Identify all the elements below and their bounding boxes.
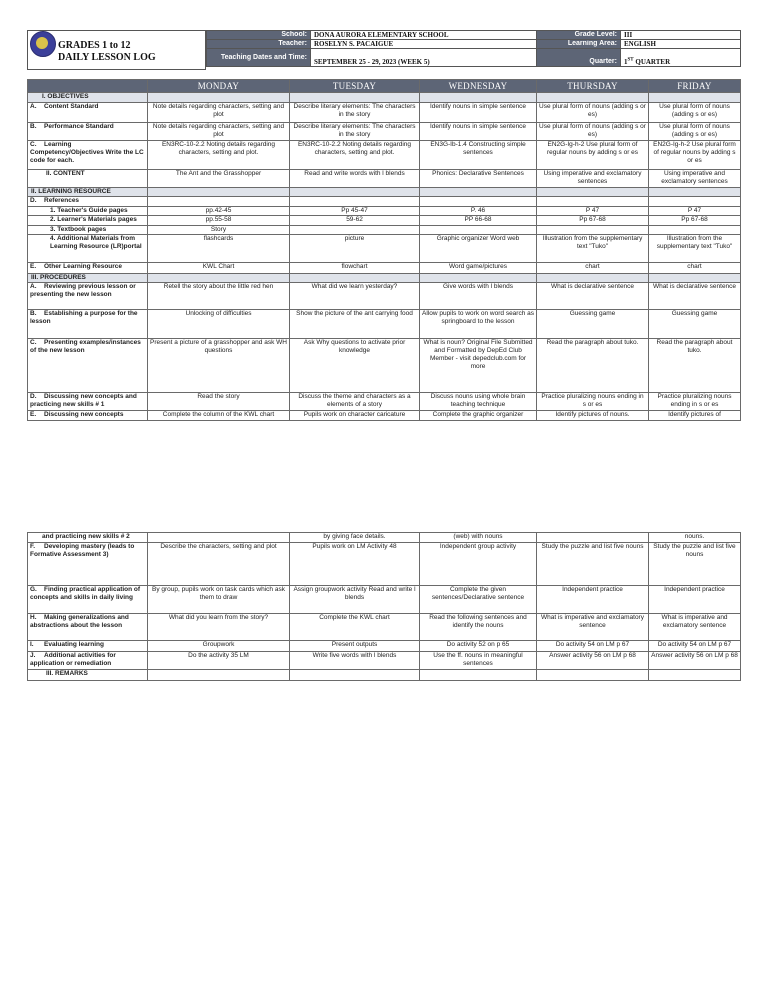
- area-label: Learning Area:: [537, 40, 621, 49]
- table-cell: Pp 67-68: [537, 216, 649, 226]
- row-letter: E.: [30, 411, 37, 418]
- table-cell: [649, 226, 741, 235]
- row-label-text: Reviewing previous lesson or presenting the new lesson: [30, 283, 136, 298]
- row-label: [28, 263, 148, 274]
- row-label-text: II. CONTENT: [46, 170, 85, 177]
- row-label: [28, 274, 148, 283]
- table-cell: What did you learn from the story?: [148, 614, 290, 641]
- table-cell: Allow pupils to work on word search as springboard to the lesson: [420, 310, 537, 339]
- table-cell: [649, 93, 741, 103]
- table-cell: [420, 197, 537, 207]
- table-cell: [649, 188, 741, 197]
- table-cell: Practice pluralizing nouns ending in s or es: [537, 393, 649, 411]
- table-cell: Present a picture of a grasshopper and ask WH questions: [148, 339, 290, 393]
- row-label-text: Discussing new concepts and practicing new skills # 1: [30, 393, 137, 408]
- row-label: [28, 207, 148, 216]
- table-cell: Complete the KWL chart: [290, 614, 420, 641]
- brand-line-2: DAILY LESSON LOG: [58, 52, 156, 63]
- table-row: [28, 641, 741, 652]
- table-cell: [537, 274, 649, 283]
- table-cell: Groupwork: [148, 641, 290, 652]
- area-value: ENGLISH: [621, 40, 741, 49]
- day-header-row: [28, 80, 741, 93]
- table-row: [28, 393, 741, 411]
- table-cell: Identify nouns in simple sentence: [420, 103, 537, 123]
- table-cell: Pupils work on character caricature: [290, 411, 420, 421]
- table-cell: Complete the column of the KWL chart: [148, 411, 290, 421]
- table-row: [28, 170, 741, 188]
- table-row: [28, 197, 741, 207]
- brand-line-1: GRADES 1 to 12: [58, 40, 131, 51]
- row-letter: D.: [30, 393, 37, 400]
- table-cell: [148, 670, 290, 681]
- table-cell: Phonics: Declarative Sentences: [420, 170, 537, 188]
- table-cell: P. 46: [420, 207, 537, 216]
- table-cell: picture: [290, 235, 420, 263]
- table-cell: EN3RC-10-2.2 Noting details regarding characters, setting and plot.: [290, 141, 420, 170]
- table-cell: Guessing game: [537, 310, 649, 339]
- row-label-text: Evaluating learning: [44, 641, 104, 648]
- table-cell: flowchart: [290, 263, 420, 274]
- row-label: [28, 586, 148, 614]
- row-label: [28, 188, 148, 197]
- table-cell: Study the puzzle and list five nouns: [649, 543, 741, 586]
- table-cell: Pp 67-68: [649, 216, 741, 226]
- table-cell: Give words with l blends: [420, 283, 537, 310]
- table-cell: by giving face details.: [290, 533, 420, 543]
- table-row: [28, 614, 741, 641]
- table-cell: Guessing game: [649, 310, 741, 339]
- table-cell: Independent practice: [537, 586, 649, 614]
- table-cell: pp.55-58: [148, 216, 290, 226]
- row-label: [28, 226, 148, 235]
- day-header-friday: FRIDAY: [649, 80, 741, 93]
- table-cell: Word game/pictures: [420, 263, 537, 274]
- table-cell: Use plural form of nouns (adding s or es): [537, 123, 649, 141]
- table-cell: [537, 93, 649, 103]
- row-label-text: 2. Learner's Materials pages: [50, 216, 137, 223]
- table-cell: Present outputs: [290, 641, 420, 652]
- dates-value: SEPTEMBER 25 - 29, 2023 (WEEK 5): [311, 49, 537, 67]
- table-cell: [148, 533, 290, 543]
- dates-label: Teaching Dates and Time:: [207, 49, 311, 67]
- table-cell: Use plural form of nouns (adding s or es): [537, 103, 649, 123]
- row-letter: E.: [30, 263, 37, 270]
- row-label: [28, 93, 148, 103]
- row-label: [28, 614, 148, 641]
- row-label: [28, 123, 148, 141]
- table-cell: [649, 197, 741, 207]
- row-letter: B.: [30, 123, 37, 130]
- table-cell: EN2G-Ig-h-2 Use plural form of regular nouns by adding s or es: [649, 141, 741, 170]
- table-cell: [420, 226, 537, 235]
- row-letter: F.: [30, 543, 36, 550]
- row-label-text: 4. Additional Materials from Learning Resource (LR)portal: [50, 235, 142, 250]
- table-row: [28, 652, 741, 670]
- table-cell: Do activity 54 on LM p 67: [649, 641, 741, 652]
- row-label: [28, 393, 148, 411]
- table-cell: Use plural form of nouns (adding s or es): [649, 103, 741, 123]
- row-label-text: III. REMARKS: [46, 670, 88, 677]
- table-cell: [537, 670, 649, 681]
- table-cell: Pupils work on LM Activity 48: [290, 543, 420, 586]
- table-row: [28, 533, 741, 543]
- row-label-text: Other Learning Resource: [44, 263, 123, 270]
- table-cell: [290, 226, 420, 235]
- row-label: [28, 670, 148, 681]
- row-label-text: Making generalizations and abstractions about the lesson: [30, 614, 129, 629]
- table-row: [28, 411, 741, 421]
- table-cell: PP 66-68: [420, 216, 537, 226]
- table-row: [28, 141, 741, 170]
- lesson-table-part-1: [27, 79, 741, 421]
- table-cell: Show the picture of the ant carrying food: [290, 310, 420, 339]
- table-cell: What is imperative and exclamatory sentence: [649, 614, 741, 641]
- table-row: [28, 339, 741, 393]
- table-cell: [420, 274, 537, 283]
- table-cell: EN3G-Ib-1.4 Constructing simple sentences: [420, 141, 537, 170]
- row-label: [28, 141, 148, 170]
- grade-label: Grade Level:: [537, 31, 621, 40]
- table-cell: Do activity 52 on p 65: [420, 641, 537, 652]
- row-label: [28, 235, 148, 263]
- table-cell: What did we learn yesterday?: [290, 283, 420, 310]
- row-label-text: Performance Standard: [44, 123, 114, 130]
- quarter-value: [621, 49, 741, 67]
- row-label: [28, 411, 148, 421]
- table-cell: Illustration from the supplementary text "Tuko": [537, 235, 649, 263]
- table-cell: Read the paragraph about tuko.: [649, 339, 741, 393]
- table-cell: Do activity 54 on LM p 67: [537, 641, 649, 652]
- table-cell: Read the following sentences and identify the nouns: [420, 614, 537, 641]
- header-brand: [58, 40, 156, 64]
- row-label-text: Developing mastery (leads to Formative Assessment 3): [30, 543, 135, 558]
- table-row: [28, 310, 741, 339]
- row-label-text: III. PROCEDURES: [31, 274, 86, 281]
- day-header-wednesday: WEDNESDAY: [420, 80, 537, 93]
- table-cell: Assign groupwork activity Read and write l blends: [290, 586, 420, 614]
- school-value: DONA AURORA ELEMENTARY SCHOOL: [311, 31, 537, 40]
- table-cell: Answer activity 56 on LM p 68: [537, 652, 649, 670]
- table-cell: Study the puzzle and list five nouns: [537, 543, 649, 586]
- table-cell: Write five words with l blends: [290, 652, 420, 670]
- table-cell: Discuss the theme and characters as a elements of a story: [290, 393, 420, 411]
- header-info-table: [206, 30, 741, 67]
- table-cell: [290, 274, 420, 283]
- table-cell: What is noun? Original File Submitted and Formatted by DepEd Club Member - visit depedclub.com for more: [420, 339, 537, 393]
- table-cell: Retell the story about the little red hen: [148, 283, 290, 310]
- table-cell: Describe literary elements: The characters in the story: [290, 103, 420, 123]
- row-letter: A.: [30, 103, 37, 110]
- table-row: [28, 226, 741, 235]
- table-row: [28, 188, 741, 197]
- table-cell: [420, 93, 537, 103]
- table-cell: KWL Chart: [148, 263, 290, 274]
- table-cell: [420, 670, 537, 681]
- table-row: [28, 235, 741, 263]
- table-row: [28, 216, 741, 226]
- table-cell: pp.42-45: [148, 207, 290, 216]
- row-label-text: Presenting examples/instances of the new lesson: [30, 339, 141, 354]
- table-cell: Identify nouns in simple sentence: [420, 123, 537, 141]
- row-letter: C.: [30, 339, 37, 346]
- table-cell: Story: [148, 226, 290, 235]
- table-cell: [148, 274, 290, 283]
- table-cell: 59-62: [290, 216, 420, 226]
- table-cell: [537, 226, 649, 235]
- table-cell: EN2G-Ig-h-2 Use plural form of regular nouns by adding s or es: [537, 141, 649, 170]
- table-cell: Use plural form of nouns (adding s or es): [649, 123, 741, 141]
- table-cell: What is imperative and exclamatory sentence: [537, 614, 649, 641]
- table-row: [28, 283, 741, 310]
- day-header-monday: MONDAY: [148, 80, 290, 93]
- table-cell: [649, 670, 741, 681]
- table-cell: Note details regarding characters, setting and plot: [148, 103, 290, 123]
- quarter-sup: ST: [627, 57, 634, 63]
- table-row: [28, 207, 741, 216]
- table-cell: Read the story: [148, 393, 290, 411]
- deped-seal-icon: [30, 31, 56, 57]
- table-cell: flashcards: [148, 235, 290, 263]
- table-cell: [148, 93, 290, 103]
- lesson-table-part-2: [27, 532, 741, 681]
- table-cell: Using imperative and exclamatory sentences: [649, 170, 741, 188]
- row-label: [28, 310, 148, 339]
- table-cell: Read the paragraph about tuko.: [537, 339, 649, 393]
- table-cell: Using imperative and exclamatory sentences: [537, 170, 649, 188]
- quarter-label: Quarter:: [537, 49, 621, 67]
- table-cell: Practice pluralizing nouns ending in s or es: [649, 393, 741, 411]
- table-cell: Identify pictures of nouns.: [537, 411, 649, 421]
- row-letter: B.: [30, 310, 37, 317]
- row-label-text: 3. Textbook pages: [50, 226, 107, 233]
- grade-value: III: [621, 31, 741, 40]
- day-header-thursday: THURSDAY: [537, 80, 649, 93]
- table-row: [28, 123, 741, 141]
- table-cell: chart: [649, 263, 741, 274]
- row-label: [28, 283, 148, 310]
- row-label-text: Finding practical application of concepts and skills in daily living: [30, 586, 141, 601]
- row-label: [28, 170, 148, 188]
- row-label-text: I. OBJECTIVES: [42, 93, 89, 100]
- table-cell: P 47: [649, 207, 741, 216]
- table-cell: nouns.: [649, 533, 741, 543]
- table-cell: EN3RC-10-2.2 Noting details regarding characters, setting and plot.: [148, 141, 290, 170]
- table-row: [28, 263, 741, 274]
- table-row: [28, 670, 741, 681]
- table-cell: [290, 197, 420, 207]
- row-label: [28, 652, 148, 670]
- row-label-text: Discussing new concepts: [44, 411, 124, 418]
- table-cell: Discuss nouns using whole brain teaching technique: [420, 393, 537, 411]
- table-cell: [649, 274, 741, 283]
- day-header-tuesday: TUESDAY: [290, 80, 420, 93]
- table-cell: What is declarative sentence: [649, 283, 741, 310]
- table-cell: [148, 197, 290, 207]
- row-label: [28, 197, 148, 207]
- table-cell: [290, 670, 420, 681]
- quarter-num: 1: [624, 58, 628, 66]
- table-cell: (web) with nouns: [420, 533, 537, 543]
- table-cell: The Ant and the Grasshopper: [148, 170, 290, 188]
- table-cell: Complete the graphic organizer: [420, 411, 537, 421]
- table-cell: Read and write words with l blends: [290, 170, 420, 188]
- row-letter: G.: [30, 586, 37, 593]
- table-cell: Ask Why questions to activate prior knowledge: [290, 339, 420, 393]
- row-letter: I.: [30, 641, 34, 648]
- table-cell: Identify pictures of: [649, 411, 741, 421]
- table-cell: Do the activity 35 LM: [148, 652, 290, 670]
- row-letter: J.: [30, 652, 36, 659]
- table-cell: Graphic organizer Word web: [420, 235, 537, 263]
- row-label: [28, 533, 148, 543]
- table-cell: [290, 93, 420, 103]
- row-label-text: 1. Teacher's Guide pages: [50, 207, 128, 214]
- row-label: [28, 641, 148, 652]
- school-label: School:: [207, 31, 311, 40]
- row-label: [28, 103, 148, 123]
- row-label: [28, 339, 148, 393]
- table-cell: Note details regarding characters, setting and plot: [148, 123, 290, 141]
- table-cell: Illustration from the supplementary text "Tuko": [649, 235, 741, 263]
- table-cell: Describe the characters, setting and plot: [148, 543, 290, 586]
- table-cell: Describe literary elements: The characters in the story: [290, 123, 420, 141]
- table-cell: [537, 533, 649, 543]
- table-row: [28, 543, 741, 586]
- row-label-text: Additional activities for application or remediation: [30, 652, 116, 667]
- row-label-text: Establishing a purpose for the lesson: [30, 310, 138, 325]
- corner-cell: [28, 80, 148, 93]
- table-cell: Answer activity 56 on LM p 68: [649, 652, 741, 670]
- table-cell: [537, 188, 649, 197]
- row-label-text: Content Standard: [44, 103, 99, 110]
- table-cell: [537, 197, 649, 207]
- row-letter: A.: [30, 283, 37, 290]
- table-cell: Independent group activity: [420, 543, 537, 586]
- table-row: [28, 93, 741, 103]
- lesson-table-body-2: [28, 533, 741, 681]
- table-cell: [420, 188, 537, 197]
- table-cell: P 47: [537, 207, 649, 216]
- table-row: [28, 274, 741, 283]
- table-cell: By group, pupils work on task cards which ask them to draw: [148, 586, 290, 614]
- row-label-text: II. LEARNING RESOURCE: [31, 188, 111, 195]
- table-row: [28, 586, 741, 614]
- row-letter: D.: [30, 197, 37, 204]
- row-label-text: and practicing new skills # 2: [42, 533, 130, 540]
- row-letter: H.: [30, 614, 37, 621]
- row-label: [28, 216, 148, 226]
- table-cell: Pp 45-47: [290, 207, 420, 216]
- table-cell: Use the ff. nouns in meaningful sentences: [420, 652, 537, 670]
- table-cell: What is declarative sentence: [537, 283, 649, 310]
- table-row: [28, 103, 741, 123]
- row-label: [28, 543, 148, 586]
- teacher-label: Teacher:: [207, 40, 311, 49]
- row-label-text: Learning Competency/Objectives Write the LC code for each.: [30, 141, 144, 164]
- table-cell: Independent practice: [649, 586, 741, 614]
- row-label-text: References: [44, 197, 80, 204]
- table-cell: [148, 188, 290, 197]
- quarter-rest: QUARTER: [633, 58, 671, 66]
- table-cell: Complete the given sentences/Declarative sentence: [420, 586, 537, 614]
- lesson-table-body-1: [28, 93, 741, 421]
- row-letter: C.: [30, 141, 37, 148]
- table-cell: [290, 188, 420, 197]
- table-cell: Unlocking of difficulties: [148, 310, 290, 339]
- teacher-value: ROSELYN S. PACAIGUE: [311, 40, 537, 49]
- table-cell: chart: [537, 263, 649, 274]
